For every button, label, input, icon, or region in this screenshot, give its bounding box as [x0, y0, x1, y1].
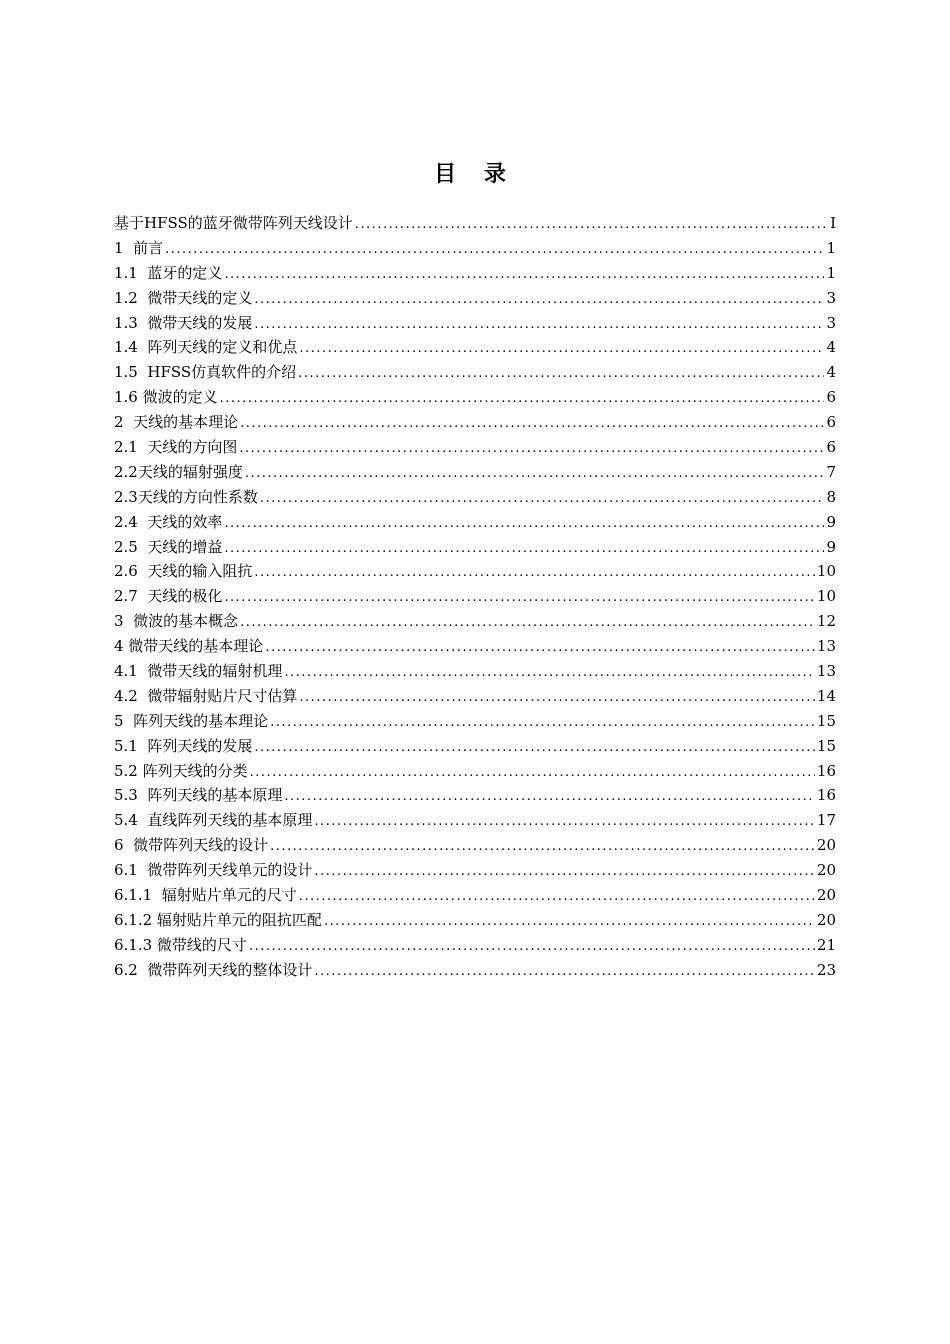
toc-entry-page-number: 4	[826, 338, 836, 357]
toc-entry-label: 2.5 天线的增益	[114, 537, 223, 556]
toc-dot-leader	[254, 313, 824, 338]
toc-entry-page-number: 23	[816, 960, 836, 979]
toc-entry[interactable]	[114, 958, 836, 983]
toc-dot-leader	[314, 960, 815, 985]
toc-dot-leader	[284, 785, 815, 810]
toc-entry-label: 5 阵列天线的基本理论	[114, 711, 269, 730]
toc-entry-page-number: I	[830, 214, 836, 232]
toc-entry-label: 5.3 阵列天线的基本原理	[114, 786, 283, 805]
toc-entry-label: 1.3 微带天线的发展	[114, 313, 253, 332]
toc-entry-label: 1.1 蓝牙的定义	[114, 263, 223, 282]
toc-entry-label: 基于HFSS的蓝牙微带阵列天线设计	[114, 214, 353, 232]
toc-entry[interactable]	[114, 759, 836, 784]
toc-entry[interactable]	[114, 833, 836, 858]
toc-entry[interactable]	[114, 709, 836, 734]
toc-dot-leader	[224, 263, 824, 288]
toc-dot-leader	[314, 860, 815, 885]
toc-entry-label: 5.4 直线阵列天线的基本原理	[114, 811, 313, 830]
toc-dot-leader	[224, 512, 824, 537]
toc-dot-leader	[284, 661, 815, 686]
toc-entry-page-number: 16	[816, 761, 836, 780]
toc-entry-page-number: 20	[816, 886, 836, 905]
toc-entry-page-number: 4	[826, 363, 836, 382]
toc-entry-label: 4 微带天线的基本理论	[114, 637, 264, 656]
toc-dot-leader	[265, 636, 815, 661]
toc-entry-label: 3 微波的基本概念	[114, 612, 239, 631]
toc-entry-page-number: 20	[816, 861, 836, 880]
toc-entry-label: 2.7 天线的极化	[114, 587, 223, 606]
toc-entry-page-number: 16	[816, 786, 836, 805]
toc-entry[interactable]	[114, 335, 836, 360]
toc-entry[interactable]	[114, 261, 836, 286]
toc-entry-page-number: 8	[826, 487, 836, 506]
toc-dot-leader	[245, 462, 825, 487]
toc-entry-page-number: 6	[826, 413, 836, 432]
toc-entry-label: 4.1 微带天线的辐射机理	[114, 662, 283, 681]
toc-entry-page-number: 15	[816, 736, 836, 755]
toc-dot-leader	[240, 412, 824, 437]
toc-entry-label: 1.4 阵列天线的定义和优点	[114, 338, 298, 357]
toc-entry-page-number: 12	[816, 612, 836, 631]
toc-entry[interactable]	[114, 908, 836, 933]
toc-dot-leader	[240, 611, 815, 636]
toc-entry-label: 2.4 天线的效率	[114, 512, 223, 531]
toc-entry[interactable]	[114, 460, 836, 485]
toc-entry-label: 5.2 阵列天线的分类	[114, 761, 248, 780]
toc-entry-label: 2.6 天线的输入阻抗	[114, 562, 253, 581]
toc-entry[interactable]	[114, 485, 836, 510]
toc-entry-page-number: 9	[826, 537, 836, 556]
toc-entry-label: 2 天线的基本理论	[114, 413, 239, 432]
toc-entry-page-number: 3	[826, 313, 836, 332]
toc-entry-label: 2.1 天线的方向图	[114, 438, 238, 457]
toc-dot-leader	[239, 437, 824, 462]
toc-entry-page-number: 21	[816, 935, 836, 954]
toc-dot-leader	[249, 935, 815, 960]
toc-dot-leader	[165, 238, 824, 263]
toc-entry[interactable]	[114, 858, 836, 883]
toc-entry[interactable]	[114, 535, 836, 560]
toc-entry[interactable]	[114, 734, 836, 759]
toc-entry-label: 1.5 HFSS仿真软件的介绍	[114, 363, 297, 382]
toc-dot-leader	[299, 337, 824, 362]
toc-entry-page-number: 13	[816, 637, 836, 656]
toc-entry-page-number: 9	[826, 512, 836, 531]
toc-entry-page-number: 1	[826, 238, 836, 257]
toc-entry-label: 6 微带阵列天线的设计	[114, 836, 269, 855]
toc-entry[interactable]	[114, 510, 836, 535]
toc-entry[interactable]	[114, 659, 836, 684]
toc-entry-page-number: 1	[826, 263, 836, 282]
toc-dot-leader	[314, 810, 815, 835]
toc-entry[interactable]	[114, 584, 836, 609]
toc-entry-page-number: 14	[816, 686, 836, 705]
toc-entry[interactable]	[114, 385, 836, 410]
toc-entry[interactable]	[114, 311, 836, 336]
table-of-contents	[114, 211, 836, 983]
toc-entry-page-number: 6	[826, 388, 836, 407]
toc-entry[interactable]	[114, 783, 836, 808]
toc-dot-leader	[298, 362, 824, 387]
toc-dot-leader	[250, 761, 815, 786]
toc-entry-page-number: 17	[816, 811, 836, 830]
toc-entry-label: 2.2天线的辐射强度	[114, 462, 243, 481]
toc-entry-label: 6.1.3 微带线的尺寸	[114, 935, 247, 954]
toc-entry[interactable]	[114, 435, 836, 460]
toc-entry[interactable]	[114, 609, 836, 634]
toc-entry-page-number: 10	[816, 587, 836, 606]
toc-entry[interactable]	[114, 559, 836, 584]
toc-entry-label: 2.3天线的方向性系数	[114, 487, 258, 506]
toc-entry-page-number: 7	[826, 462, 836, 481]
toc-entry-label: 6.1.2 辐射贴片单元的阻抗匹配	[114, 910, 322, 929]
toc-entry-page-number: 20	[816, 836, 836, 855]
toc-dot-leader	[254, 736, 815, 761]
toc-entry-label: 1 前言	[114, 238, 164, 257]
toc-entry-page-number: 10	[816, 562, 836, 581]
toc-entry-page-number: 6	[826, 438, 836, 457]
toc-entry-page-number: 20	[816, 910, 836, 929]
toc-entry-label: 5.1 阵列天线的发展	[114, 736, 253, 755]
toc-entry[interactable]	[114, 410, 836, 435]
page-title: 目 录	[434, 162, 516, 187]
toc-entry[interactable]	[114, 236, 836, 261]
toc-dot-leader	[270, 835, 815, 860]
toc-dot-leader	[220, 387, 825, 412]
toc-entry[interactable]	[114, 634, 836, 659]
toc-dot-leader	[270, 711, 815, 736]
toc-entry[interactable]	[114, 684, 836, 709]
toc-dot-leader	[324, 910, 815, 935]
toc-entry-label: 1.2 微带天线的定义	[114, 288, 253, 307]
toc-entry[interactable]	[114, 883, 836, 908]
toc-dot-leader	[224, 586, 815, 611]
toc-entry-label: 4.2 微带辐射贴片尺寸估算	[114, 686, 298, 705]
toc-entry[interactable]	[114, 211, 836, 236]
toc-entry[interactable]	[114, 933, 836, 958]
toc-dot-leader	[224, 537, 824, 562]
toc-entry-page-number: 15	[816, 711, 836, 730]
toc-dot-leader	[254, 288, 824, 313]
toc-entry-label: 6.2 微带阵列天线的整体设计	[114, 960, 313, 979]
toc-entry[interactable]	[114, 286, 836, 311]
toc-dot-leader	[355, 213, 826, 238]
toc-entry-label: 6.1 微带阵列天线单元的设计	[114, 861, 313, 880]
toc-entry-page-number: 3	[826, 288, 836, 307]
toc-entry[interactable]	[114, 360, 836, 385]
toc-dot-leader	[299, 885, 815, 910]
toc-dot-leader	[254, 561, 815, 586]
toc-entry-label: 6.1.1 辐射贴片单元的尺寸	[114, 886, 297, 905]
toc-dot-leader	[299, 686, 815, 711]
toc-entry-page-number: 13	[816, 662, 836, 681]
toc-entry[interactable]	[114, 808, 836, 833]
toc-entry-label: 1.6 微波的定义	[114, 388, 218, 407]
toc-dot-leader	[260, 487, 825, 512]
